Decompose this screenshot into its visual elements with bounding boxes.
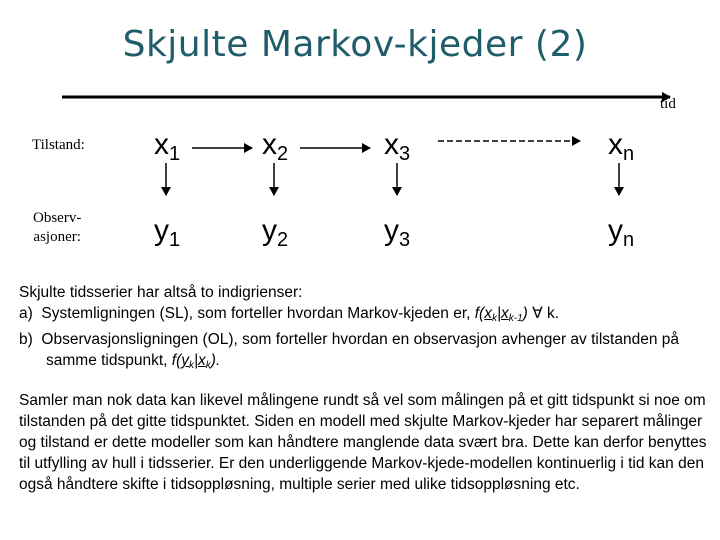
- observation-node-3: $y_3$: [384, 214, 411, 251]
- observation-label-line1: Observ-: [33, 210, 82, 226]
- time-axis-label: tid: [660, 96, 676, 112]
- list-item-b: b) Observasjonsligningen (OL), som forteller hvordan en observasjon avhenger av tilstanden på samme tidspunkt, $f(y_k|x_k)$.: [19, 331, 680, 371]
- observation-label-line2: asjoner:: [33, 229, 81, 245]
- state-node-2: $x_2$: [262, 128, 289, 165]
- explanation-list: [19, 282, 709, 376]
- list-item-a: a) Systemligningen (SL), som forteller hvordan Markov-kjeden er, $f(x_k|x_{k-1})$ ∀ k.: [19, 305, 560, 324]
- state-node-n: $x_n$: [608, 128, 635, 165]
- state-node-1: $x_1$: [154, 128, 181, 165]
- state-node-3: $x_3$: [384, 128, 411, 165]
- body-paragraph: [19, 390, 709, 495]
- state-row-label: [32, 136, 85, 155]
- formula-sl: $f(x_k|x_{k-1})$: [474, 305, 528, 324]
- observation-node-1: $y_1$: [154, 214, 181, 251]
- paragraph-text: Samler man nok data kan likevel målingene rundt så vel som målingen på et gitt tidspunkt si noe om tilstanden på det gitte tidspunktet. Siden en modell med skjulte Markov-kjeder har separert målinger og tilstand er dette modeller som kan håndtere manglende data svært bra. Dette kan derfor benyttes til utfylling av hull i tidsserier. Er den underliggende Markov-kjede-modellen kontinuerlig i tid kan den også håndtere skifte i tidsoppløsning, multiple serier med ulike tidsoppløsning etc.: [19, 392, 707, 493]
- state-label-text: Tilstand:: [32, 137, 85, 153]
- observation-node-n: $y_n$: [608, 214, 635, 251]
- observation-node-2: $y_2$: [262, 214, 289, 251]
- observation-row-label: [33, 209, 81, 247]
- intro-text: Skjulte tidsserier har altså to indigrienser:: [19, 284, 303, 301]
- formula-ol: $f(y_k|x_k)$.: [171, 352, 221, 371]
- page-title: Skjulte Markov-kjeder (2): [122, 24, 588, 65]
